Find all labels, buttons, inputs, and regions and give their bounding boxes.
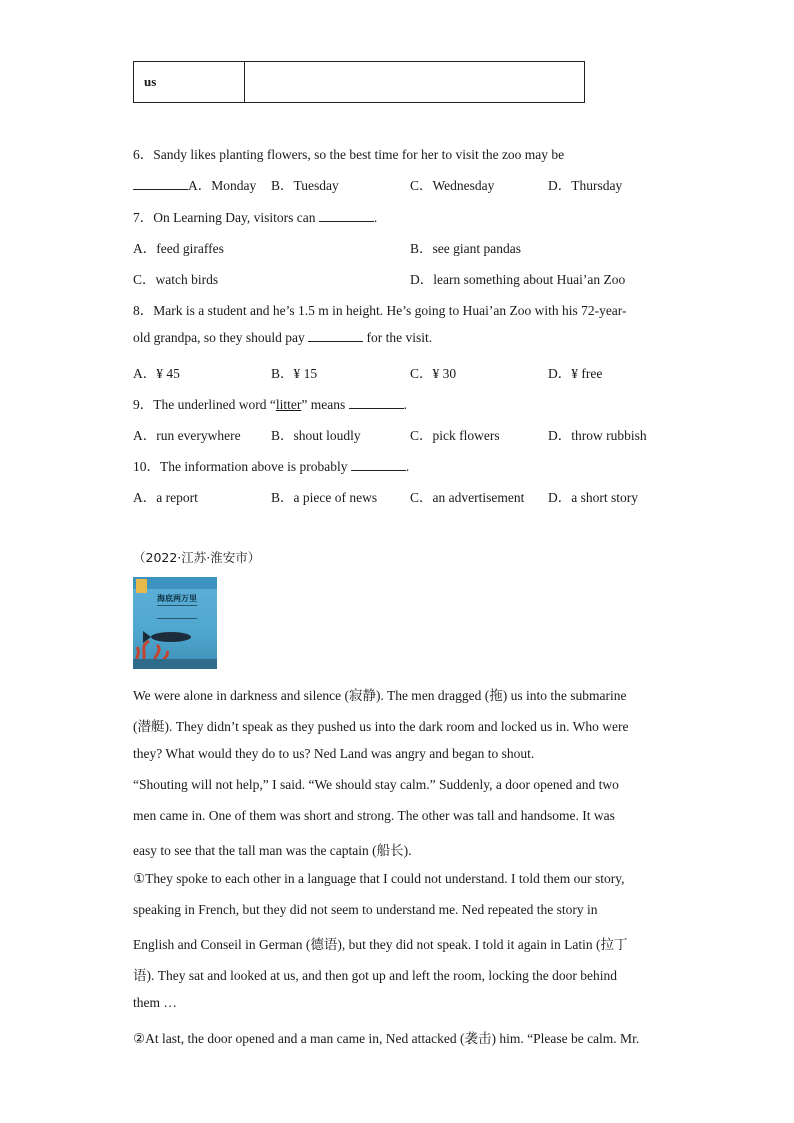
cover-illustration xyxy=(133,617,217,665)
q7-option-b: B．see giant pandas xyxy=(410,241,521,256)
answer-blank xyxy=(133,179,188,190)
q10-stem: 10．The information above is probably xyxy=(133,459,348,474)
answer-blank xyxy=(308,331,363,342)
q9-option-a: A．run everywhere xyxy=(133,428,241,443)
q9-stem-part1: 9．The underlined word “ xyxy=(133,397,276,412)
q8-stem-part2: for the visit. xyxy=(366,330,433,345)
source-label: （2022·江苏·淮安市） xyxy=(133,550,261,565)
passage-line: they? What would they do to us? Ned Land was angry and began to shout. xyxy=(133,746,535,761)
q9-stem-row: 9．The underlined word “litter” means . xyxy=(133,397,407,412)
passage-line: “Shouting will not help,” I said. “We should stay calm.” Suddenly, a door opened and two xyxy=(133,777,619,792)
q8-stem-line2 xyxy=(133,330,432,346)
passage-line: English and Conseil in German (德语), but they did not speak. I told it again in Latin (拉丁 xyxy=(133,937,628,952)
underlined-word: litter xyxy=(275,397,302,412)
q10-option-c: C．an advertisement xyxy=(410,490,525,505)
q7-stem: 7．On Learning Day, visitors can xyxy=(133,210,316,225)
passage-line: (潜艇). They didn’t speak as they pushed us into the dark room and locked us in. Who were xyxy=(133,719,629,734)
passage-line: We were alone in darkness and silence (寂静). The men dragged (拖) us into the submarine xyxy=(133,688,627,703)
table-cell-empty xyxy=(245,62,585,103)
q9-option-d: D．throw rubbish xyxy=(548,428,647,443)
q10-option-b: B．a piece of news xyxy=(271,490,378,505)
q6-stem: 6．Sandy likes planting flowers, so the best time for her to visit the zoo may be xyxy=(133,147,565,162)
q8-option-d: D．¥ free xyxy=(548,366,603,381)
book-cover-image xyxy=(133,577,217,669)
passage-line: men came in. One of them was short and strong. The other was tall and handsome. It was xyxy=(133,808,615,823)
q7-option-a: A．feed giraffes xyxy=(133,241,224,256)
q6-option-a: A．Monday xyxy=(188,178,257,193)
q9-option-c: C．pick flowers xyxy=(410,428,500,443)
q7-stem-row: 7．On Learning Day, visitors can . xyxy=(133,210,378,225)
q8-option-c: C．¥ 30 xyxy=(410,366,457,381)
passage-line: ①They spoke to each other in a language that I could not understand. I told them our story, xyxy=(133,871,625,886)
answer-blank xyxy=(351,460,406,471)
q6-options-row xyxy=(133,174,256,194)
table-cell-us: us xyxy=(134,62,245,103)
q8-stem-line1: 8．Mark is a student and he’s 1.5 m in height. He’s going to Huai’an Zoo with his 72-year- xyxy=(133,303,627,318)
answer-blank xyxy=(319,211,374,222)
passage-line: speaking in French, but they did not seem to understand me. Ned repeated the story in xyxy=(133,902,598,917)
book-title: 海底两万里 xyxy=(157,594,197,603)
passage-line: 语). They sat and looked at us, and then got up and left the room, locking the door behind xyxy=(133,968,618,983)
q6-option-c: C．Wednesday xyxy=(410,178,495,193)
q7-option-c: C．watch birds xyxy=(133,272,219,287)
q10-option-d: D．a short story xyxy=(548,490,638,505)
info-table xyxy=(133,61,585,103)
passage-line: ②At last, the door opened and a man came in, Ned attacked (袭击) him. “Please be calm. Mr. xyxy=(133,1031,640,1046)
q10-stem-row: 10．The information above is probably . xyxy=(133,459,410,474)
q8-option-a: A．¥ 45 xyxy=(133,366,180,381)
q7-option-d: D．learn something about Huai’an Zoo xyxy=(410,272,626,287)
q10-option-a: A．a report xyxy=(133,490,198,505)
submarine-shape xyxy=(151,632,191,642)
q9-stem-part2: ” means xyxy=(301,397,346,412)
cover-badge xyxy=(136,579,147,593)
q9-option-b: B．shout loudly xyxy=(271,428,361,443)
cover-bottom-band xyxy=(133,659,217,669)
q8-stem-part1: old grandpa, so they should pay xyxy=(133,330,305,345)
q6-option-b: B．Tuesday xyxy=(271,178,339,193)
q8-option-b: B．¥ 15 xyxy=(271,366,318,381)
passage-line: them … xyxy=(133,995,177,1010)
q6-option-d: D．Thursday xyxy=(548,178,623,193)
passage-line: easy to see that the tall man was the captain (船长). xyxy=(133,843,412,858)
answer-blank xyxy=(349,398,404,409)
